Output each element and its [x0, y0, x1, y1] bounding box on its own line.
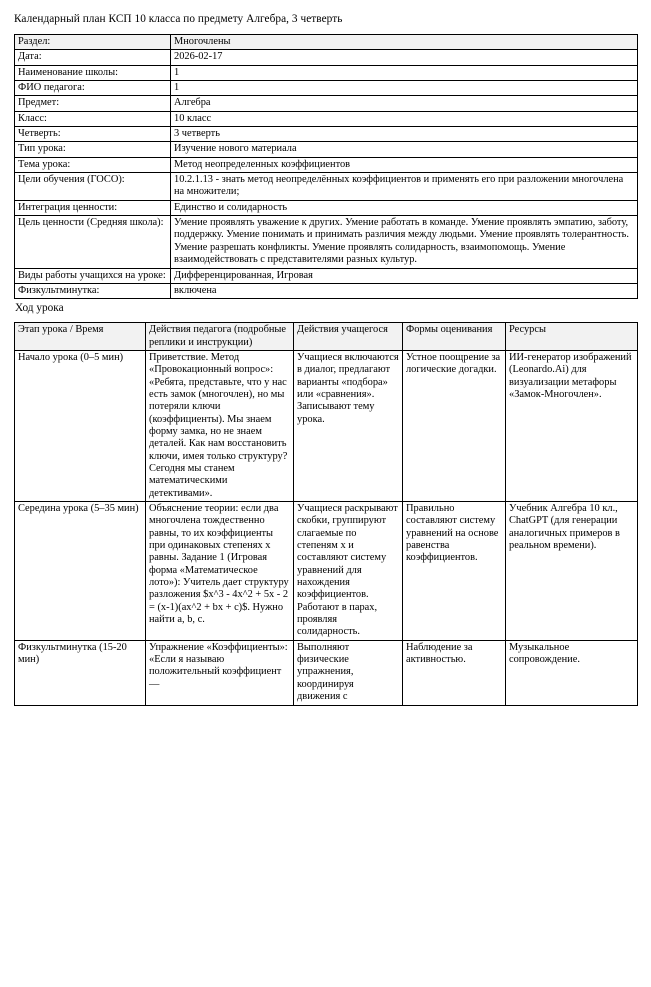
flow-column-header: Формы оценивания: [403, 323, 506, 351]
table-row: [15, 35, 638, 50]
flow-column-header: Действия учащегося: [294, 323, 403, 351]
table-header-row: [15, 323, 638, 351]
info-row-value: Умение проявлять уважение к других. Умение работать в команде. Умение проявлять эмпатию, заботу, поддержку. Умение понимать и принимать различия между людьми. Умение проявлять толерантность. Умение разрешать конфликты. Умение проявлять солидарность, взаимопомощь. Умение взаимодействовать с представителями разных культур.: [171, 216, 638, 268]
flow-cell-assessment: Устное поощрение за логические догадки.: [403, 350, 506, 501]
flow-cell-teacher-actions: Объяснение теории: если два многочлена тождественно равны, то их коэффициенты при одинаковых степенях x равны. Задание 1 (Игровая форма «Математическое лото»): Учитель дает структуру разложения $x^3 - 4x^2 + 5x - 2 = (x-1)(ax^2 + bx + c)$. Нужно найти a, b, c.: [146, 502, 294, 641]
flow-cell-resources: Учебник Алгебра 10 кл., ChatGPT (для генерации аналогичных примеров в реальном времени).: [506, 502, 638, 641]
flow-cell-resources: Музыкальное сопровождение.: [506, 640, 638, 705]
info-row-label: Раздел:: [15, 35, 171, 50]
info-row-label: Четверть:: [15, 127, 171, 142]
flow-cell-stage: Середина урока (5–35 мин): [15, 502, 146, 641]
info-row-label: Цели обучения (ГОСО):: [15, 173, 171, 201]
page-title: Календарный план КСП 10 класса по предмету Алгебра, 3 четверть: [14, 13, 343, 25]
table-row: [15, 283, 638, 298]
table-row: [15, 173, 638, 201]
flow-column-header: Ресурсы: [506, 323, 638, 351]
table-row: [15, 502, 638, 641]
info-row-label: Интеграция ценности:: [15, 200, 171, 215]
table-row: [15, 81, 638, 96]
flow-cell-student-actions: Учащиеся раскрывают скобки, группируют слагаемые по степеням x и составляют систему уравнений для нахождения коэффициентов. Работают в парах, проявляя солидарность.: [294, 502, 403, 641]
table-row: [15, 268, 638, 283]
info-row-value: 2026-02-17: [171, 50, 638, 65]
info-row-value: Единство и солидарность: [171, 200, 638, 215]
table-row: [15, 200, 638, 215]
lesson-flow-table: [14, 322, 638, 705]
flow-cell-resources: ИИ-генератор изображений (Leonardo.Ai) для визуализации метафоры «Замок-Многочлен».: [506, 350, 638, 501]
info-row-label: Тема урока:: [15, 157, 171, 172]
flow-cell-stage: Физкультминутка (15-20 мин): [15, 640, 146, 705]
info-row-value: 3 четверть: [171, 127, 638, 142]
info-row-label: Виды работы учащихся на уроке:: [15, 268, 171, 283]
table-row: [15, 65, 638, 80]
flow-cell-assessment: Правильно составляют систему уравнений на основе равенства коэффициентов.: [403, 502, 506, 641]
flow-cell-assessment: Наблюдение за активностью.: [403, 640, 506, 705]
info-row-value: Дифференцированная, Игровая: [171, 268, 638, 283]
info-row-value: включена: [171, 283, 638, 298]
flow-column-header: Этап урока / Время: [15, 323, 146, 351]
info-row-value: Изучение нового материала: [171, 142, 638, 157]
table-row: [15, 127, 638, 142]
lesson-info-body: [15, 35, 638, 299]
flow-cell-teacher-actions: Приветствие. Метод «Провокационный вопрос»: «Ребята, представьте, что у нас есть замок (многочлен), но мы потеряли ключи (коэффициенты). Мы знаем форму замка, но не знаем деталей. Как нам восстановить ключи, имея только структуру? Сегодня мы станем математическими детективами».: [146, 350, 294, 501]
table-row: [15, 50, 638, 65]
table-row: [15, 216, 638, 268]
info-row-label: ФИО педагога:: [15, 81, 171, 96]
info-row-value: 1: [171, 65, 638, 80]
info-row-label: Дата:: [15, 50, 171, 65]
table-row: [15, 157, 638, 172]
info-row-value: Метод неопределенных коэффициентов: [171, 157, 638, 172]
flow-cell-student-actions: Учащиеся включаются в диалог, предлагают варианты «подбора» или «сравнения». Записывают тему урока.: [294, 350, 403, 501]
lesson-info-table: [14, 34, 638, 299]
flow-column-header: Действия педагога (подробные реплики и инструкции): [146, 323, 294, 351]
lesson-flow-label: Ход урока: [15, 302, 64, 315]
table-row: [15, 640, 638, 705]
flow-cell-student-actions: Выполняют физические упражнения, координируя движения с: [294, 640, 403, 705]
table-row: [15, 142, 638, 157]
info-row-value: 1: [171, 81, 638, 96]
info-row-value: Алгебра: [171, 96, 638, 111]
table-row: [15, 96, 638, 111]
info-row-label: Предмет:: [15, 96, 171, 111]
info-row-label: Класс:: [15, 111, 171, 126]
lesson-flow-body: [15, 350, 638, 705]
flow-cell-teacher-actions: Упражнение «Коэффициенты»: «Если я называю положительный коэффициент —: [146, 640, 294, 705]
info-row-label: Тип урока:: [15, 142, 171, 157]
info-row-label: Физкультминутка:: [15, 283, 171, 298]
info-row-value: 10 класс: [171, 111, 638, 126]
flow-cell-stage: Начало урока (0–5 мин): [15, 350, 146, 501]
table-row: [15, 350, 638, 501]
info-row-value: Многочлены: [171, 35, 638, 50]
info-row-label: Наименование школы:: [15, 65, 171, 80]
table-row: [15, 111, 638, 126]
info-row-label: Цель ценности (Средняя школа):: [15, 216, 171, 268]
info-row-value: 10.2.1.13 - знать метод неопределённых коэффициентов и применять его при разложении многочлена на множители;: [171, 173, 638, 201]
lesson-flow-header: [15, 323, 638, 351]
